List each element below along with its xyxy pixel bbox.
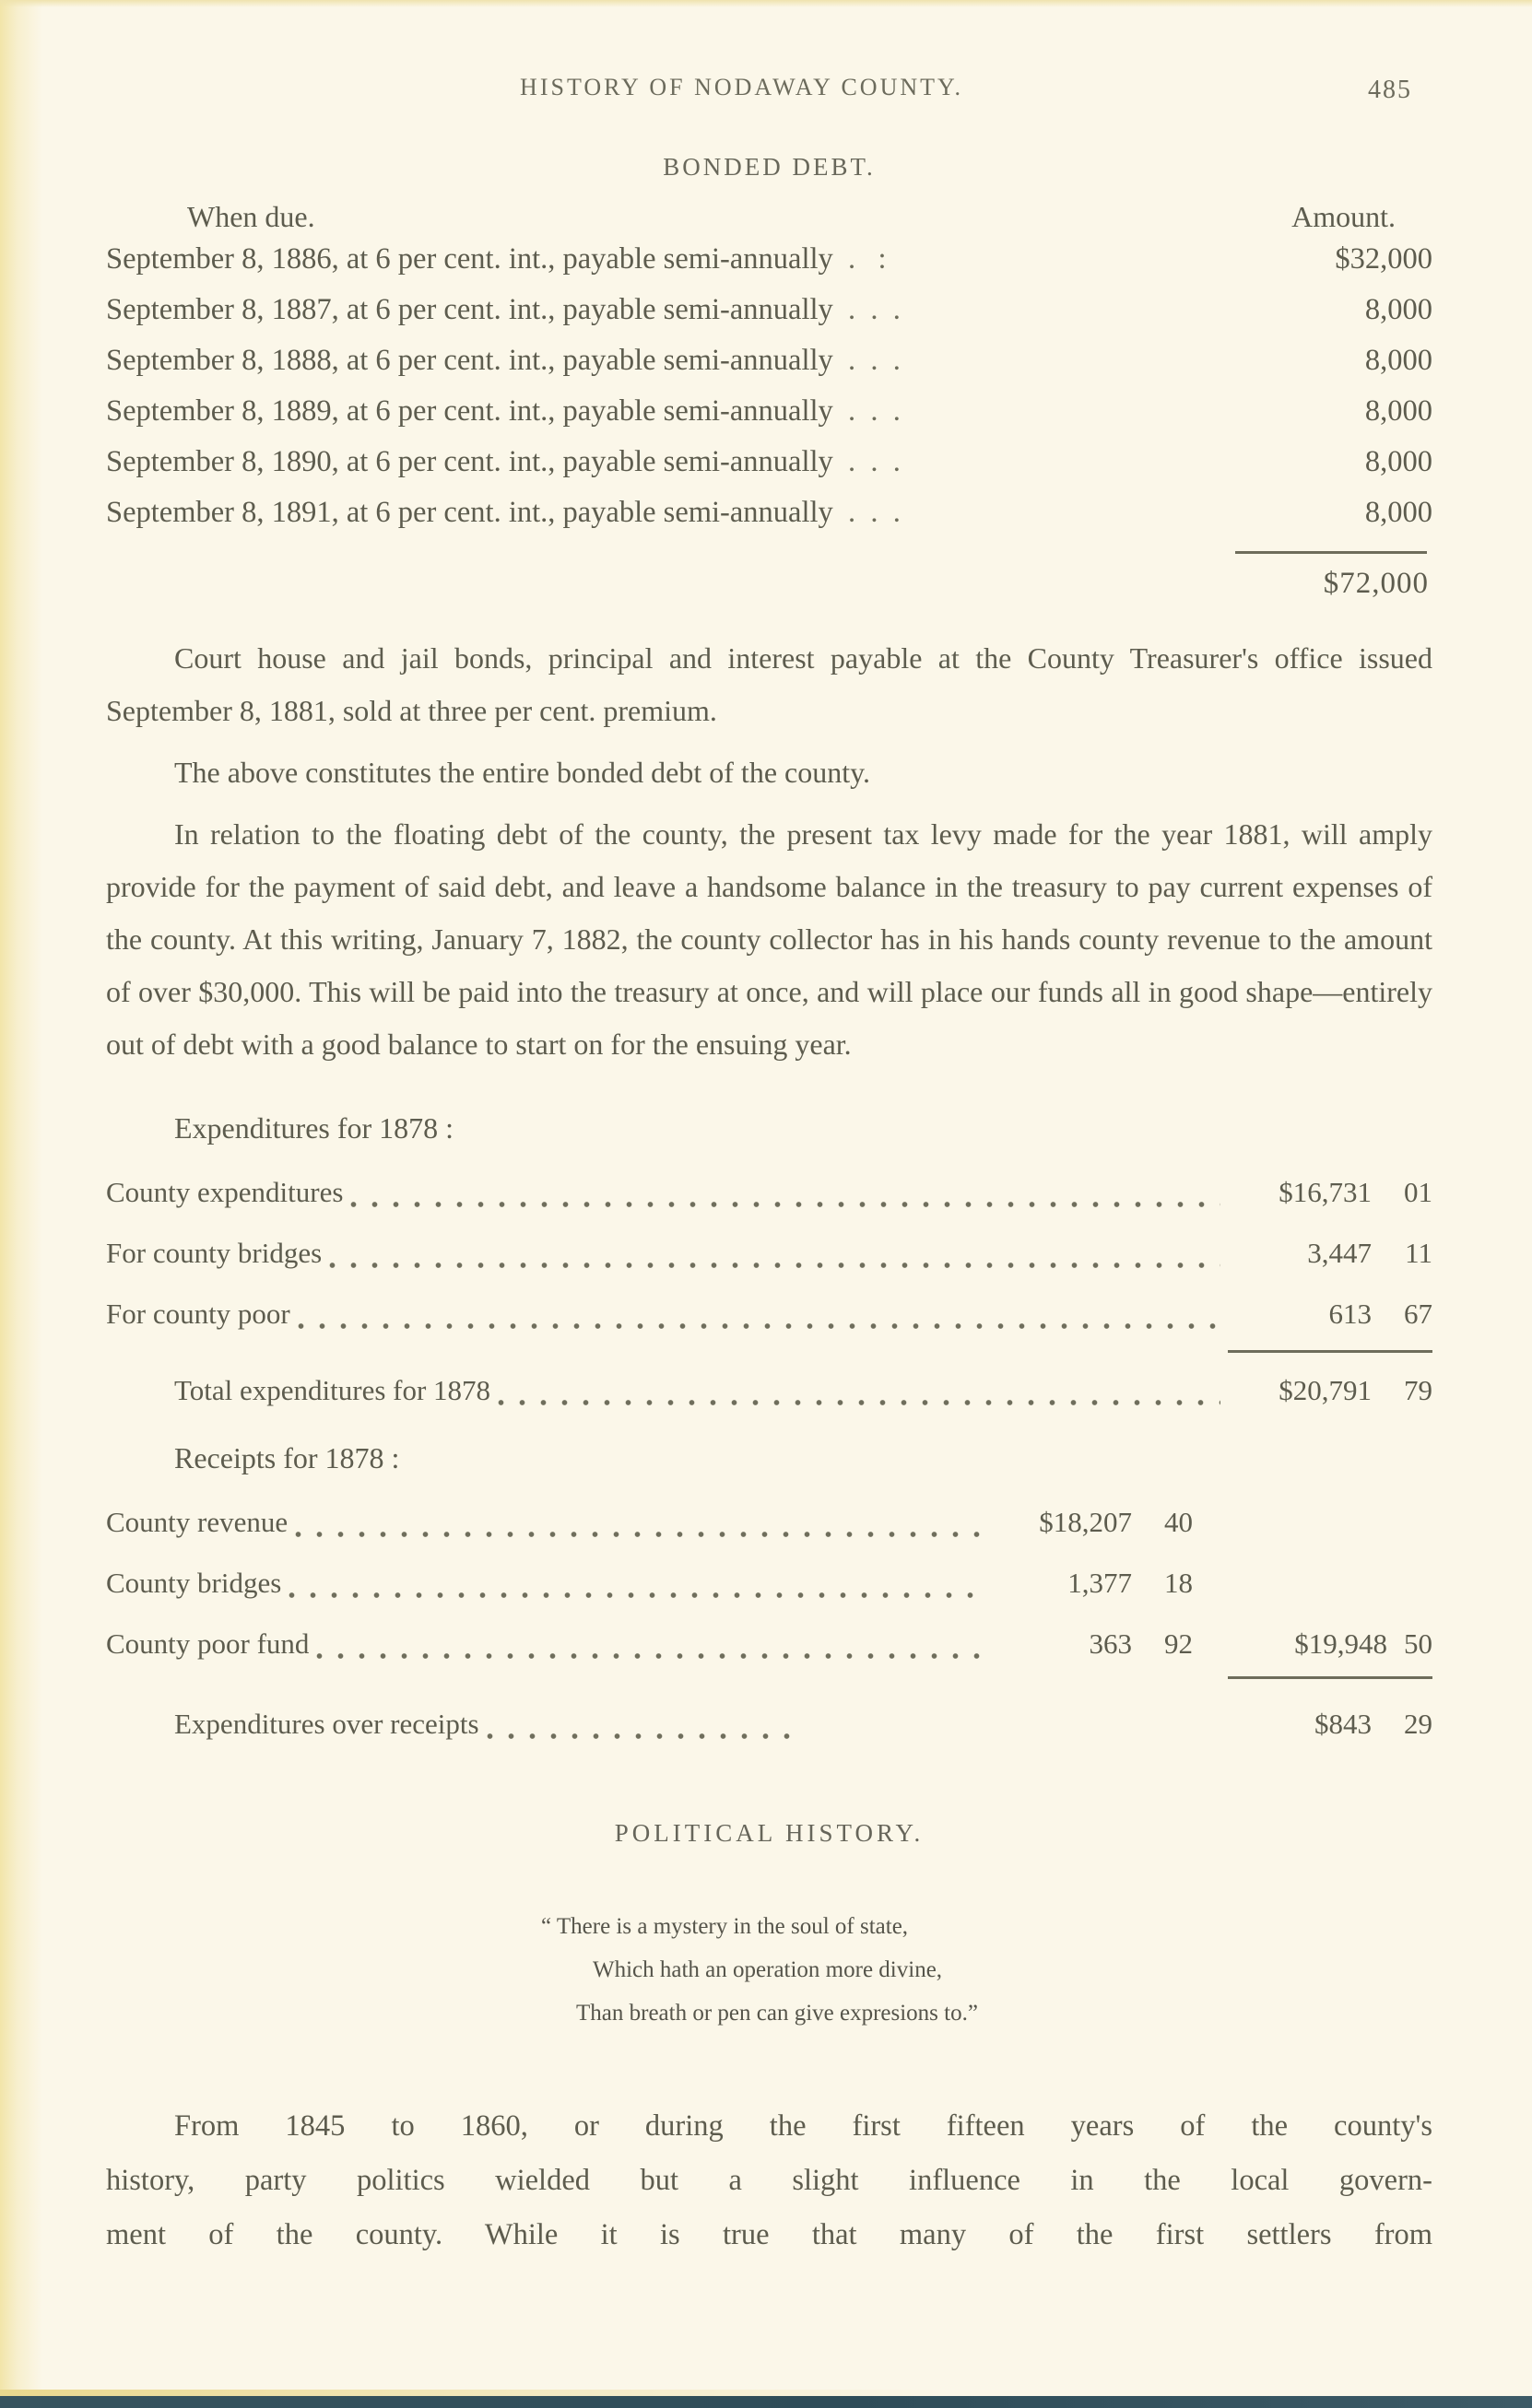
bonded-debt-table: [106, 234, 1432, 538]
dot-leader: [833, 285, 901, 335]
paragraph-floating-debt: In relation to the floating debt of the county, the present tax levy made for the year 1881, will amply provide for the payment of said debt, and leave a handsome balance in the treasury to pay current expenses of the county. At this writing, January 7, 1882, the county collector has in his hands county revenue to the amount of over $30,000. This will be paid into the treasury at once, and will place our funds all in good shape—entirely out of debt with a good balance to start on for the ensuing year.: [106, 817, 1432, 1061]
table-row: [106, 335, 1432, 386]
dot-leader: [833, 386, 901, 437]
table-row: [106, 1223, 1432, 1284]
receipts-table: [106, 1492, 1432, 1674]
dot-leader: [350, 1162, 1220, 1223]
expenditure-dollars: 3,447: [1307, 1237, 1372, 1269]
bond-row-label: September 8, 1890, at 6 per cent. int., payable semi-annually: [106, 445, 833, 478]
when-due-header: When due.: [187, 200, 315, 233]
amount-header: Amount.: [1291, 200, 1396, 233]
bond-row-label: September 8, 1887, at 6 per cent. int., payable semi-annually: [106, 293, 833, 326]
table-row: [106, 1492, 1432, 1553]
expenditures-rule-line: [1228, 1350, 1432, 1353]
expenditures-total-row: [106, 1360, 1432, 1421]
page-number: 485: [1368, 76, 1412, 104]
bonded-debt-column-headers: [106, 200, 1432, 234]
paragraph-line: From 1845 to 1860, or during the first fifteen years of the county's: [174, 2109, 1432, 2143]
expenditures-total-cents: 79: [1404, 1374, 1432, 1406]
expenditure-label: County expenditures: [106, 1176, 344, 1208]
balance-cents: 29: [1404, 1708, 1432, 1740]
dot-leader: [289, 1553, 981, 1614]
paragraph-line: history, party politics wielded but a slight influence in the local govern-: [106, 2164, 1432, 2197]
bond-row-amount: 8,000: [1364, 445, 1432, 478]
receipt-cents: 18: [1164, 1567, 1193, 1599]
bonded-debt-title: BONDED DEBT.: [663, 153, 876, 181]
bond-row-amount: 8,000: [1364, 394, 1432, 428]
running-head: [106, 74, 1432, 111]
expenditures-total-label: Total expenditures for 1878: [174, 1374, 491, 1406]
balance-row: [106, 1694, 1432, 1755]
receipts-rule-line: [1228, 1676, 1432, 1679]
expenditure-cents: 01: [1404, 1176, 1432, 1208]
quote-line: Which hath an operation more divine,: [593, 1957, 943, 1982]
expenditures-total-dollars: $20,791: [1279, 1374, 1372, 1406]
expenditure-cents: 67: [1404, 1298, 1432, 1330]
paragraph-entire-bonded-debt: The above constitutes the entire bonded debt of the county.: [174, 756, 871, 789]
receipt-label: County bridges: [106, 1567, 282, 1599]
bond-row-amount: 8,000: [1364, 344, 1432, 377]
dot-leader: [329, 1223, 1220, 1284]
receipt-cents: 40: [1164, 1506, 1193, 1538]
table-row: [106, 487, 1432, 538]
dot-leader: [833, 437, 901, 487]
expenditure-cents: 11: [1405, 1237, 1432, 1269]
table-row: [106, 285, 1432, 335]
table-row: [106, 1553, 1432, 1614]
expenditures-heading: Expenditures for 1878 :: [174, 1111, 454, 1145]
dot-leader: [316, 1614, 981, 1674]
political-history-title: POLITICAL HISTORY.: [614, 1819, 925, 1847]
expenditures-table: [106, 1162, 1432, 1345]
dot-leader: [833, 234, 887, 285]
paragraph-political-history: [106, 2099, 1432, 2262]
table-row: [106, 234, 1432, 285]
paragraph-court-house-bonds: Court house and jail bonds, principal and interest payable at the County Treasurer's office issued September 8, 1881, sold at three per cent. premium.: [106, 641, 1432, 727]
bond-row-amount: 8,000: [1364, 496, 1432, 529]
bond-row-label: September 8, 1888, at 6 per cent. int., payable semi-annually: [106, 344, 833, 377]
quote-line: Than breath or pen can give expresions to.”: [576, 2001, 978, 2026]
table-row: [106, 1614, 1432, 1674]
table-row: [106, 386, 1432, 437]
bond-row-label: September 8, 1886, at 6 per cent. int., payable semi-annually: [106, 242, 833, 276]
dot-leader: [298, 1284, 1220, 1345]
scan-bottom-yellow-edge: [0, 2390, 949, 2398]
quote-line: “ There is a mystery in the soul of state,: [541, 1914, 909, 1939]
receipt-dollars: 1,377: [1067, 1567, 1132, 1599]
bond-row-amount: $32,000: [1335, 242, 1432, 276]
expenditure-dollars: $16,731: [1279, 1176, 1372, 1208]
epigraph-quote: [541, 1905, 1432, 2035]
dot-leader: [833, 335, 901, 386]
scan-bottom-bar: [0, 2396, 1532, 2408]
receipt-cents: 92: [1164, 1627, 1193, 1660]
bonded-debt-total: $72,000: [1323, 567, 1429, 600]
receipt-dollars: $18,207: [1039, 1506, 1132, 1538]
receipts-heading: Receipts for 1878 :: [174, 1441, 400, 1474]
expenditure-label: For county poor: [106, 1298, 290, 1330]
running-head-title: HISTORY OF NODAWAY COUNTY.: [520, 74, 963, 100]
dot-leader: [498, 1360, 1220, 1421]
bond-row-label: September 8, 1889, at 6 per cent. int., payable semi-annually: [106, 394, 833, 428]
table-row: [106, 437, 1432, 487]
expenditure-label: For county bridges: [106, 1237, 323, 1269]
receipt-label: County poor fund: [106, 1627, 310, 1660]
balance-label: Expenditures over receipts: [174, 1708, 479, 1740]
bond-row-amount: 8,000: [1364, 293, 1432, 326]
bond-row-label: September 8, 1891, at 6 per cent. int., payable semi-annually: [106, 496, 833, 529]
paragraph-line: ment of the county. While it is true that many of the first settlers from: [106, 2218, 1432, 2251]
dot-leader: [487, 1694, 791, 1755]
dot-leader: [295, 1492, 981, 1553]
total-rule-line: [1235, 551, 1427, 554]
table-row: [106, 1162, 1432, 1223]
table-row: [106, 1284, 1432, 1345]
balance-dollars: $843: [1314, 1708, 1372, 1740]
receipt-dollars: 363: [1089, 1627, 1132, 1660]
dot-leader: [833, 487, 901, 538]
receipt-label: County revenue: [106, 1506, 289, 1538]
receipt-outer-amount: $19,948 50: [1294, 1627, 1432, 1660]
expenditure-dollars: 613: [1328, 1298, 1372, 1330]
